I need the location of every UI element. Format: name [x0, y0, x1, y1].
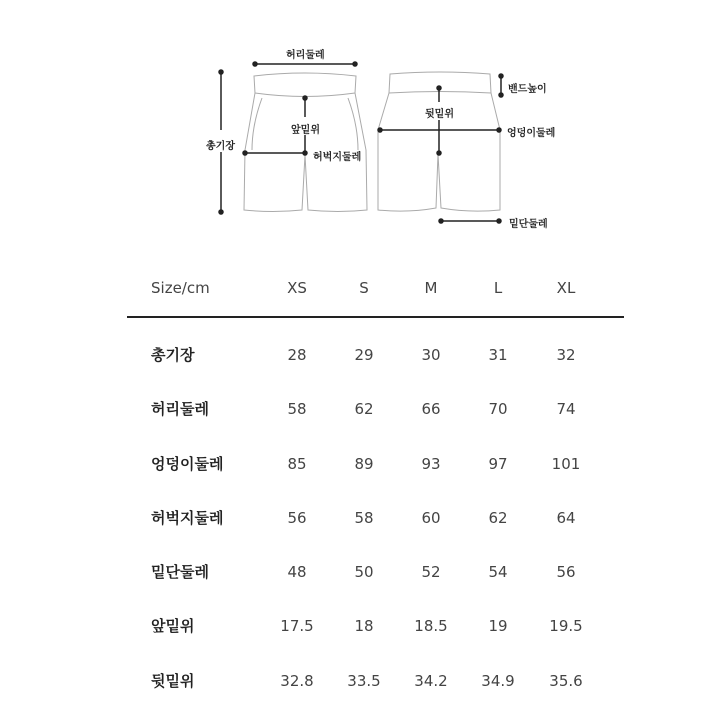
cell: 35.6 — [549, 671, 583, 690]
cell: 18.5 — [414, 617, 448, 636]
cell: 52 — [421, 563, 441, 582]
cell: 19 — [488, 617, 508, 636]
back-rise-label: 뒷밑위 — [425, 109, 454, 120]
cell: 64 — [556, 508, 576, 527]
cell: 70 — [488, 400, 508, 419]
table-row — [127, 427, 624, 481]
front-rise-label: 앞밑위 — [291, 125, 320, 136]
cell: 32 — [556, 346, 576, 364]
cell: 34.2 — [414, 671, 448, 690]
row-label: 뒷밑위 — [151, 671, 195, 690]
cell: 58 — [354, 508, 374, 527]
thigh-label: 허벅지둘레 — [313, 152, 362, 163]
cell: 97 — [488, 454, 508, 473]
cell: 93 — [421, 454, 441, 473]
cell: 62 — [488, 508, 508, 527]
table-header — [127, 270, 624, 318]
hip-label: 엉덩이둘레 — [507, 128, 556, 139]
shorts-illustration-icon — [0, 0, 719, 240]
cell: 56 — [556, 563, 576, 582]
header-m: M — [424, 279, 438, 297]
cell: 48 — [287, 563, 307, 582]
header-xs: XS — [287, 279, 307, 297]
cell: 85 — [287, 454, 307, 473]
cell: 32.8 — [280, 671, 314, 690]
header-l: L — [493, 279, 503, 297]
row-label: 엉덩이둘레 — [151, 454, 224, 473]
row-label: 밑단둘레 — [151, 563, 209, 582]
size-table — [127, 270, 624, 698]
cell: 34.9 — [481, 671, 515, 690]
cell: 58 — [287, 400, 307, 419]
cell: 19.5 — [549, 617, 583, 636]
table-row — [127, 481, 624, 535]
cell: 101 — [551, 454, 581, 473]
cell: 29 — [354, 346, 374, 364]
waist-label: 허리둘레 — [286, 50, 325, 61]
total-length-label: 총기장 — [206, 141, 235, 152]
table-row — [127, 535, 624, 589]
table-row — [127, 644, 624, 698]
row-label: 허벅지둘레 — [151, 508, 224, 527]
header-xl: XL — [556, 279, 576, 297]
cell: 18 — [354, 617, 374, 636]
cell: 17.5 — [280, 617, 314, 636]
table-row — [127, 372, 624, 426]
size-diagram — [0, 0, 719, 240]
header-size-cm: Size/cm — [151, 279, 210, 297]
row-label: 허리둘레 — [151, 400, 209, 419]
cell: 74 — [556, 400, 576, 419]
cell: 62 — [354, 400, 374, 419]
band-height-label: 밴드높이 — [508, 84, 547, 95]
cell: 31 — [488, 346, 508, 364]
row-label: 앞밑위 — [151, 617, 195, 636]
table-row — [127, 589, 624, 643]
cell: 50 — [354, 563, 374, 582]
cell: 66 — [421, 400, 441, 419]
cell: 56 — [287, 508, 307, 527]
cell: 60 — [421, 508, 441, 527]
cell: 54 — [488, 563, 508, 582]
header-s: S — [359, 279, 369, 297]
cell: 33.5 — [347, 671, 381, 690]
table-row — [127, 318, 624, 372]
cell: 30 — [421, 346, 441, 364]
hem-label: 밑단둘레 — [509, 219, 548, 230]
cell: 89 — [354, 454, 374, 473]
cell: 28 — [287, 346, 307, 364]
row-label: 총기장 — [151, 346, 195, 364]
